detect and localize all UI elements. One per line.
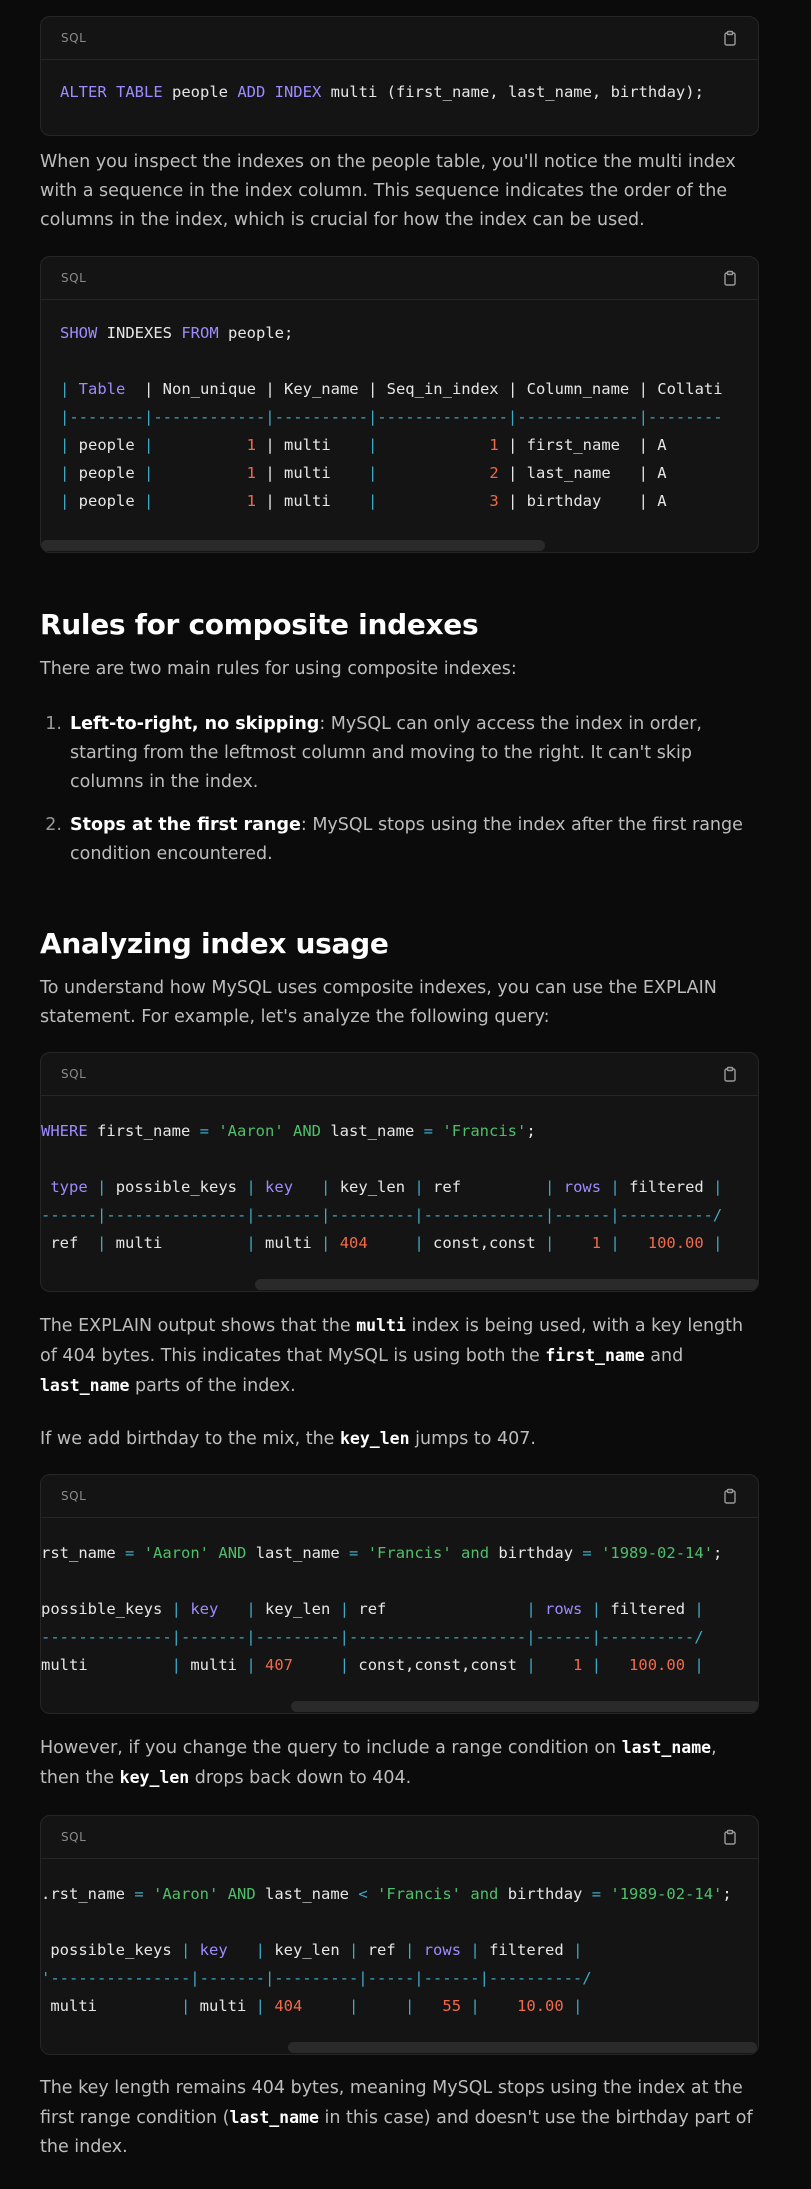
list-item-rule-1 xyxy=(40,710,760,797)
code-token: possible_keys xyxy=(106,1178,247,1196)
horizontal-scrollbar[interactable] xyxy=(288,2042,757,2053)
code-token: | xyxy=(255,1941,266,1959)
code-token: | xyxy=(694,1656,704,1674)
code-token xyxy=(461,1997,470,2015)
code-token: last_name xyxy=(321,1122,424,1140)
code-content xyxy=(60,319,723,515)
code-token: = xyxy=(125,1544,135,1562)
code-token: rows xyxy=(545,1600,583,1618)
inline-code: last_name xyxy=(229,2108,319,2127)
code-block-header xyxy=(41,1475,758,1518)
code-token xyxy=(209,1544,218,1562)
code-token: 3 xyxy=(489,492,499,510)
code-token: = xyxy=(349,1544,359,1562)
code-token: | xyxy=(246,1234,256,1252)
code-token: birthday xyxy=(489,1544,583,1562)
code-token xyxy=(536,1600,545,1618)
rule-text: : MySQL stops using the index after the first range condition encountered. xyxy=(70,815,743,864)
code-token xyxy=(564,1997,573,2015)
code-token: key xyxy=(265,1178,294,1196)
paragraph-key-length-conclusion xyxy=(40,2074,760,2162)
paragraph-two-rules: There are two main rules for using composite indexes: xyxy=(40,659,517,679)
code-token: rows xyxy=(563,1178,602,1196)
code-token: 1 xyxy=(246,492,257,510)
code-token: | xyxy=(405,1997,415,2015)
code-token: | first_name | A xyxy=(498,436,667,454)
code-token: const,const,const xyxy=(349,1656,527,1674)
code-token: | xyxy=(246,1600,256,1618)
text: jumps to 407. xyxy=(409,1429,536,1449)
code-token: | xyxy=(526,1656,536,1674)
language-label: SQL xyxy=(61,271,87,285)
code-token xyxy=(601,1178,610,1196)
code-content xyxy=(60,78,704,106)
code-block-header xyxy=(41,1053,758,1096)
code-token xyxy=(153,492,246,510)
code-block-show-indexes xyxy=(40,256,759,553)
code-token xyxy=(190,1941,199,1959)
code-token: 1 xyxy=(573,1656,583,1674)
code-token: | multi xyxy=(256,492,368,510)
code-token: '---------------|-------|---------|-----|------|----------/ xyxy=(41,1969,592,1987)
code-token xyxy=(358,1997,405,2015)
rule-title: Stops at the first range xyxy=(70,815,301,835)
code-content xyxy=(41,1117,722,1257)
code-token: people xyxy=(78,492,144,510)
list-marker: 2. xyxy=(45,815,62,835)
code-token: key xyxy=(199,1941,228,1959)
code-token: people xyxy=(78,436,144,454)
clipboard-icon[interactable] xyxy=(722,30,738,46)
code-token xyxy=(414,1941,423,1959)
code-token: AND xyxy=(218,1544,247,1562)
code-token: key_len xyxy=(265,1941,350,1959)
code-token: | xyxy=(591,1600,602,1618)
code-token: ref xyxy=(423,1178,546,1196)
code-token: last_name xyxy=(246,1544,350,1562)
language-label: SQL xyxy=(61,1830,87,1844)
code-token: '1989-02-14' xyxy=(610,1885,723,1903)
code-token: multi xyxy=(255,1234,321,1252)
code-token: 'Aaron' xyxy=(153,1885,219,1903)
code-token: | last_name | A xyxy=(498,464,667,482)
clipboard-icon[interactable] xyxy=(722,1829,738,1845)
code-token: | xyxy=(545,1234,555,1252)
code-token xyxy=(461,1885,470,1903)
code-token: | xyxy=(414,1178,424,1196)
code-token: = xyxy=(591,1885,602,1903)
code-token xyxy=(153,464,246,482)
code-token: | xyxy=(349,1941,359,1959)
code-token: 2 xyxy=(489,464,499,482)
code-token: | xyxy=(414,1234,424,1252)
code-token: possible_keys xyxy=(41,1941,181,1959)
code-token xyxy=(377,464,489,482)
code-token: | xyxy=(180,1997,191,2015)
code-token: = xyxy=(134,1885,144,1903)
code-token: | birthday | A xyxy=(498,492,667,510)
code-token: multi xyxy=(106,1234,247,1252)
inline-code: key_len xyxy=(340,1429,410,1448)
code-token: multi xyxy=(41,1656,172,1674)
code-token: Table xyxy=(78,380,126,398)
code-token: | xyxy=(610,1178,620,1196)
code-token: | xyxy=(526,1600,536,1618)
code-block-explain-3 xyxy=(40,1815,759,2055)
code-token xyxy=(181,1600,190,1618)
code-token: 100.00 xyxy=(629,1656,686,1674)
language-label: SQL xyxy=(61,1489,87,1503)
code-token: last_name xyxy=(255,1885,359,1903)
code-token: | xyxy=(405,1941,415,1959)
code-token: | multi xyxy=(256,436,368,454)
code-token: | xyxy=(694,1600,704,1618)
code-token: | xyxy=(60,436,79,454)
code-block-explain-1 xyxy=(40,1052,759,1292)
code-token: type xyxy=(50,1178,88,1196)
code-token: | xyxy=(60,380,79,398)
code-block-header xyxy=(41,17,758,60)
code-token: FROM xyxy=(181,324,219,342)
code-token xyxy=(293,1656,340,1674)
code-content xyxy=(41,1539,722,1679)
code-token: | multi xyxy=(256,464,368,482)
code-token xyxy=(153,436,246,454)
inline-code: key_len xyxy=(119,1768,190,1787)
code-token: 'Francis' xyxy=(442,1122,527,1140)
code-token: people xyxy=(78,464,144,482)
code-token: = xyxy=(582,1544,592,1562)
code-token xyxy=(414,1997,442,2015)
code-token: multi xyxy=(181,1656,247,1674)
code-token: ALTER TABLE xyxy=(60,83,163,101)
code-token: | xyxy=(339,1656,350,1674)
code-token: filtered xyxy=(601,1600,695,1618)
code-token xyxy=(209,1122,218,1140)
code-token: filtered xyxy=(479,1941,574,1959)
code-token: | xyxy=(573,1997,583,2015)
rule-text: : MySQL can only access the index in order, starting from the leftmost column and moving to the right. It can't skip columns in the index. xyxy=(70,714,702,792)
code-token: multi (first_name, last_name, birthday); xyxy=(321,83,704,101)
code-token: = xyxy=(423,1122,434,1140)
code-token: ref xyxy=(41,1234,97,1252)
text: in this case) and doesn't use the birthday part of the index. xyxy=(40,2108,753,2157)
code-token: | xyxy=(246,1178,256,1196)
code-token: AND xyxy=(293,1122,322,1140)
code-token: | xyxy=(60,492,79,510)
code-token xyxy=(601,1885,610,1903)
code-token: ; xyxy=(526,1122,536,1140)
list-item-rule-2 xyxy=(40,811,760,869)
code-token xyxy=(592,1544,601,1562)
code-token xyxy=(218,1600,246,1618)
inline-code: first_name xyxy=(545,1346,645,1365)
list-item-body xyxy=(70,710,760,797)
code-token: filtered xyxy=(619,1178,714,1196)
code-block-explain-2 xyxy=(40,1474,759,1714)
code-token: 'Francis' xyxy=(367,1544,452,1562)
code-token xyxy=(302,1997,349,2015)
code-token: '1989-02-14' xyxy=(601,1544,714,1562)
heading-analyzing-index: Analyzing index usage xyxy=(40,927,389,960)
code-token xyxy=(601,1234,610,1252)
list-item-body xyxy=(70,811,760,869)
code-token: | xyxy=(171,1656,181,1674)
code-token xyxy=(480,1997,517,2015)
code-token xyxy=(330,1234,339,1252)
code-token: | xyxy=(180,1941,191,1959)
code-block-header xyxy=(41,257,758,300)
code-token xyxy=(685,1656,694,1674)
code-token: | xyxy=(470,1997,480,2015)
code-token xyxy=(452,1544,461,1562)
code-token: | xyxy=(144,464,154,482)
code-token: and xyxy=(470,1885,499,1903)
language-label: SQL xyxy=(61,31,87,45)
code-token: |--------|------------|----------|--------------|-------------|-------- xyxy=(60,408,723,426)
inline-code: last_name xyxy=(40,1376,130,1395)
code-token: 'Francis' xyxy=(377,1885,462,1903)
code-token xyxy=(41,1178,50,1196)
code-token xyxy=(284,1122,293,1140)
code-token: | xyxy=(321,1178,331,1196)
code-token: | xyxy=(246,1656,256,1674)
code-token xyxy=(218,1885,227,1903)
text: index is being used, with a key length of 404 bytes. This indicates that MySQL is using both the xyxy=(40,1316,744,1366)
code-token: AND xyxy=(227,1885,256,1903)
code-token: 100.00 xyxy=(647,1234,704,1252)
code-token: possible_keys xyxy=(41,1600,172,1618)
code-token: rst_name xyxy=(41,1544,125,1562)
code-token: key_len xyxy=(255,1600,340,1618)
code-token: < xyxy=(358,1885,368,1903)
code-token: SHOW xyxy=(60,324,98,342)
code-token: ref xyxy=(358,1941,406,1959)
code-token xyxy=(358,1544,367,1562)
clipboard-icon[interactable] xyxy=(722,270,738,286)
text: and xyxy=(644,1346,684,1366)
code-token: 'Aaron' xyxy=(218,1122,284,1140)
code-token: | xyxy=(573,1941,583,1959)
code-token: | xyxy=(60,464,79,482)
code-token: multi xyxy=(190,1997,256,2015)
code-token: rows xyxy=(423,1941,462,1959)
code-token xyxy=(134,1544,143,1562)
code-token: | xyxy=(97,1178,107,1196)
code-token: 404 xyxy=(274,1997,303,2015)
code-token: ------|---------------|-------|---------|-------------|------|----------/ xyxy=(41,1206,723,1224)
code-token xyxy=(88,1178,97,1196)
code-token: people; xyxy=(218,324,294,342)
code-token: people xyxy=(162,83,238,101)
code-token: 407 xyxy=(265,1656,294,1674)
code-block-header xyxy=(41,1816,758,1859)
code-token: | xyxy=(713,1178,723,1196)
code-token: | xyxy=(321,1234,331,1252)
code-token: | xyxy=(368,436,378,454)
code-token: 1 xyxy=(246,436,257,454)
code-token: | xyxy=(610,1234,620,1252)
code-token xyxy=(368,1234,415,1252)
code-token: | xyxy=(339,1600,350,1618)
code-token: INDEXES xyxy=(97,324,182,342)
rule-title: Left-to-right, no skipping xyxy=(70,714,320,734)
code-token: | xyxy=(97,1234,107,1252)
code-token: 'Aaron' xyxy=(143,1544,210,1562)
paragraph-add-birthday xyxy=(40,1424,760,1454)
text: , then the xyxy=(40,1738,717,1788)
code-token xyxy=(368,1885,377,1903)
code-token: WHERE xyxy=(41,1122,88,1140)
code-token: | xyxy=(349,1997,359,2015)
code-token xyxy=(704,1234,713,1252)
code-token xyxy=(536,1656,573,1674)
code-token: 1 xyxy=(246,464,257,482)
code-token: | xyxy=(470,1941,480,1959)
code-token: | Non_unique | Key_name | Seq_in_index | Column_name | Collati xyxy=(125,380,723,398)
code-token: 1 xyxy=(591,1234,602,1252)
horizontal-scrollbar[interactable] xyxy=(255,1279,759,1290)
code-token: 404 xyxy=(339,1234,368,1252)
code-token xyxy=(582,1656,591,1674)
code-token: --------------|-------|---------|-------------------|------|----------/ xyxy=(41,1628,704,1646)
code-token: | xyxy=(144,436,154,454)
code-token xyxy=(433,1122,442,1140)
clipboard-icon[interactable] xyxy=(722,1488,738,1504)
paragraph-range-condition xyxy=(40,1733,760,1793)
text: If we add birthday to the mix, the xyxy=(40,1429,340,1449)
code-block-alter-table xyxy=(40,16,759,136)
code-token: 1 xyxy=(489,436,499,454)
text: parts of the index. xyxy=(129,1376,296,1396)
code-token: const,const xyxy=(423,1234,546,1252)
code-token: birthday xyxy=(498,1885,592,1903)
code-token: | xyxy=(171,1600,181,1618)
code-token xyxy=(620,1234,648,1252)
paragraph-index-sequence: When you inspect the indexes on the people table, you'll notice the multi index with a sequence in the index column. This sequence indicates the order of the columns in the index, which is crucial for how the index can be used. xyxy=(40,152,736,230)
code-token: | xyxy=(591,1656,602,1674)
code-token xyxy=(265,1997,274,2015)
code-content xyxy=(41,1880,732,2020)
clipboard-icon[interactable] xyxy=(722,1066,738,1082)
code-token xyxy=(377,436,489,454)
horizontal-scrollbar[interactable] xyxy=(291,1701,759,1712)
code-token: | xyxy=(713,1234,723,1252)
code-token xyxy=(601,1656,629,1674)
code-token: 55 xyxy=(442,1997,462,2015)
code-token: .rst_name xyxy=(41,1885,135,1903)
text: drops back down to 404. xyxy=(189,1768,412,1788)
code-token xyxy=(144,1885,153,1903)
horizontal-scrollbar[interactable] xyxy=(41,540,545,551)
code-token xyxy=(554,1234,591,1252)
inline-code: multi xyxy=(356,1316,406,1335)
code-token: ; xyxy=(722,1885,732,1903)
code-token: | xyxy=(368,492,378,510)
code-token xyxy=(377,492,489,510)
text: However, if you change the query to include a range condition on xyxy=(40,1738,622,1758)
code-token: key xyxy=(190,1600,219,1618)
list-marker: 1. xyxy=(45,714,62,734)
code-token: | xyxy=(368,464,378,482)
code-token xyxy=(582,1600,591,1618)
code-token: = xyxy=(199,1122,209,1140)
code-token xyxy=(256,1178,265,1196)
code-token: | xyxy=(144,492,154,510)
paragraph-explain-output xyxy=(40,1311,760,1401)
code-token: multi xyxy=(41,1997,181,2015)
code-token: first_name xyxy=(87,1122,200,1140)
code-token: | xyxy=(545,1178,555,1196)
heading-rules-composite: Rules for composite indexes xyxy=(40,608,479,641)
code-token: and xyxy=(461,1544,490,1562)
inline-code: last_name xyxy=(621,1738,712,1757)
paragraph-explain-intro: To understand how MySQL uses composite indexes, you can use the EXPLAIN statement. For example, let's analyze the following query: xyxy=(40,978,717,1027)
text: The EXPLAIN output shows that the xyxy=(40,1316,357,1336)
code-token xyxy=(554,1178,563,1196)
language-label: SQL xyxy=(61,1067,87,1081)
code-token xyxy=(256,1656,265,1674)
code-token: key_len xyxy=(330,1178,415,1196)
code-token xyxy=(461,1941,470,1959)
code-token xyxy=(228,1941,256,1959)
code-token: ADD INDEX xyxy=(237,83,322,101)
code-token: 10.00 xyxy=(517,1997,564,2015)
code-token: ; xyxy=(713,1544,723,1562)
code-token: ref xyxy=(349,1600,527,1618)
text: The key length remains 404 bytes, meaning MySQL stops using the index at the first range condition ( xyxy=(40,2078,743,2128)
code-token xyxy=(293,1178,321,1196)
code-token: | xyxy=(255,1997,265,2015)
